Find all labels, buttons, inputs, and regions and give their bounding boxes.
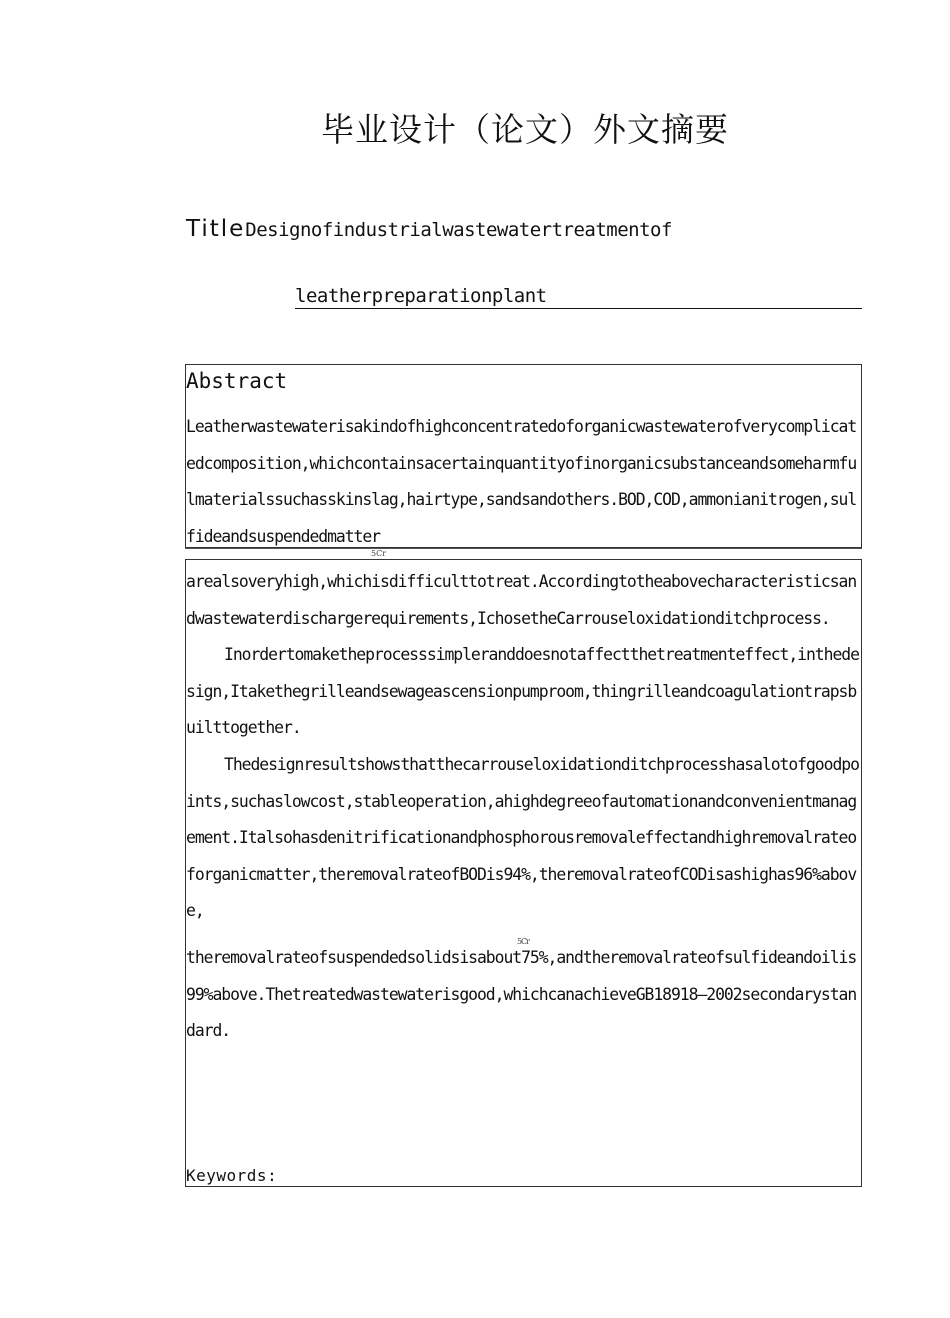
abstract-paragraph-5: theremovalrateofsuspendedsolidsisabout75%,andtheremovalrateofsulfideandoilis99%above.Thetreatedwastewaterisgood,whichcanachieveGB18918—2002secondarystandard.	[186, 947, 857, 1041]
abstract-body	[186, 564, 862, 1050]
box-divider	[185, 548, 862, 549]
abstract-paragraph-3: Inordertomaketheprocesssimpleranddoesnotaffectthetreatmenteffect,inthedesign,Itakethegrilleandsewageascensionpumproom,thingrilleandcoagulationtrapsbuilttogether.	[186, 645, 859, 738]
abstract-box-top	[185, 364, 862, 548]
title-label: Title	[186, 216, 246, 242]
page-marker-1: 5Cr	[371, 549, 387, 558]
abstract-box-bottom	[185, 559, 862, 1187]
page-title: 毕业设计（论文）外文摘要	[321, 110, 729, 149]
marker-row	[186, 930, 862, 946]
page-marker-2: 5Cr	[517, 936, 529, 946]
thesis-title-row	[186, 216, 672, 242]
keywords-label: Keywords:	[186, 1166, 278, 1185]
abstract-heading: Abstract	[186, 369, 288, 393]
abstract-paragraph-2: arealsoveryhigh,whichisdifficulttotreat.Accordingtotheabovecharacteristicsandwastewaterdischargerequirements,IchosetheCarrouseloxidationditchprocess.	[186, 572, 857, 628]
abstract-paragraph-1: Leatherwastewaterisakindofhighconcentratedoforganicwastewaterofverycomplicatedcomposition,whichcontainsacertainquantityofinorganicsubstanceandsomeharmfulmaterialssuchasskinslag,hairtype,sandsandothers.BOD,COD,ammonianitrogen,sulfideandsuspendedmatter	[186, 417, 857, 546]
thesis-title-line1: Designofindustrialwastewatertreatmentof	[245, 219, 672, 241]
thesis-title-line2: leatherpreparationplant	[295, 285, 862, 309]
abstract-paragraph-4: Thedesignresultshowsthatthecarrouseloxidationditchprocesshasalotofgoodpoints,suchaslowcost,stableoperation,ahighdegreeofautomationandconvenientmanagement.Italsohasdenitrificationandphosphorousremovaleffectandhighremovalrateoforganicmatter,theremovalrateofBODis94%,theremovalrateofCODisashighas96%above,	[186, 754, 859, 921]
